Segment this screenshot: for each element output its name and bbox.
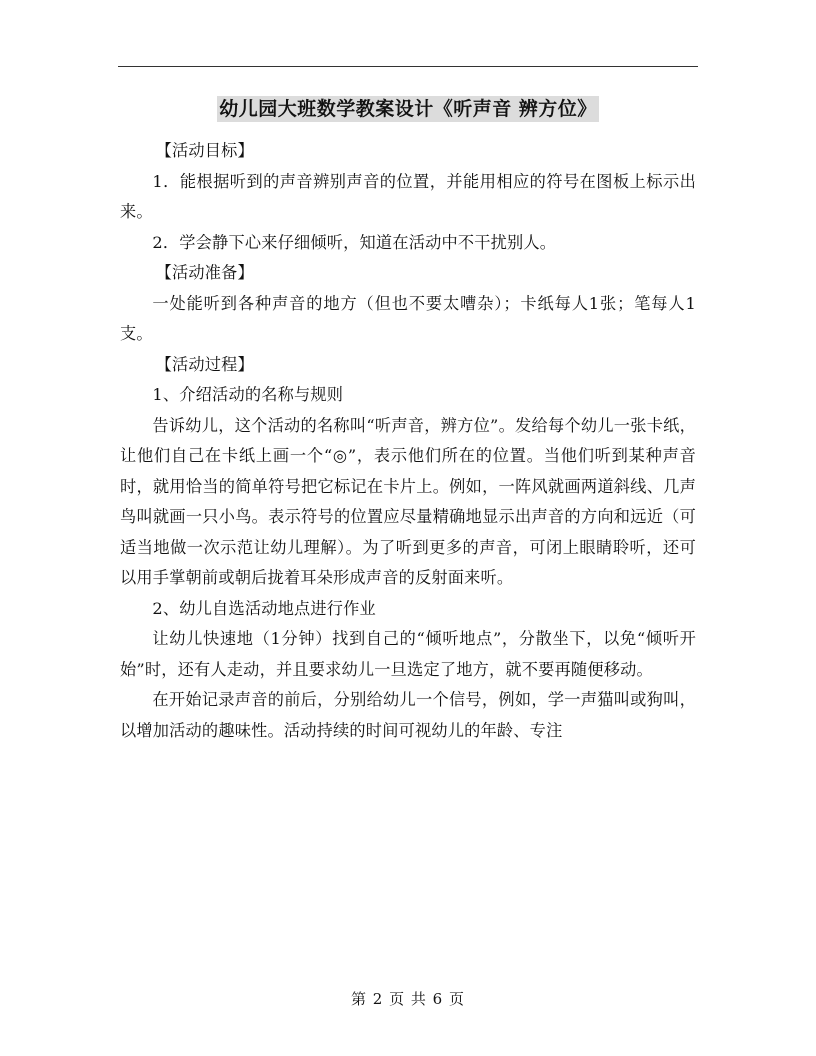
paragraph: 在开始记录声音的前后，分别给幼儿一个信号，例如，学一声猫叫或狗叫，以增加活动的趣味性。活动持续的时间可视幼儿的年龄、专注: [120, 690, 696, 740]
section-heading-process: 【活动过程】: [155, 354, 254, 374]
page-footer: 第 2 页 共 6 页: [351, 990, 465, 1008]
paragraph: 1．能根据听到的声音辨别声音的位置，并能用相应的符号在图板上标示出来。: [120, 171, 696, 221]
header-rule: [118, 66, 698, 67]
paragraph: 1、介绍活动的名称与规则: [152, 385, 344, 404]
section-heading-preparation: 【活动准备】: [155, 263, 254, 282]
paragraph: 让幼儿快速地（1分钟）找到自己的“倾听地点”，分散坐下，以免“倾听开始”时，还有人走动，并且要求幼儿一旦选定了地方，就不要再随便移动。: [120, 629, 696, 679]
document-body: [120, 136, 696, 746]
paragraph: 告诉幼儿，这个活动的名称叫“听声音，辨方位”。发给每个幼儿一张卡纸，让他们自己在卡纸上画一个“◎”，表示他们所在的位置。当他们听到某种声音时，就用恰当的简单符号把它标记在卡片上。例如，一阵风就画两道斜线、几声鸟叫就画一只小鸟。表示符号的位置应尽量精确地显示出声音的方向和远近（可适当地做一次示范让幼儿理解）。为了听到更多的声音，可闭上眼睛聆听，还可以用手掌朝前或朝后拢着耳朵形成声音的反射面来听。: [120, 415, 696, 587]
paragraph: 2．学会静下心来仔细倾听，知道在活动中不干扰别人。: [152, 232, 557, 252]
section-heading-goals: 【活动目标】: [155, 141, 254, 160]
paragraph: 2、幼儿自选活动地点进行作业: [152, 598, 376, 618]
document-title: [0, 94, 816, 124]
document-title-text: 幼儿园大班数学教案设计《听声音 辨方位》: [219, 98, 597, 120]
paragraph: 一处能听到各种声音的地方（但也不要太嘈杂）；卡纸每人1张；笔每人1支。: [120, 293, 696, 343]
